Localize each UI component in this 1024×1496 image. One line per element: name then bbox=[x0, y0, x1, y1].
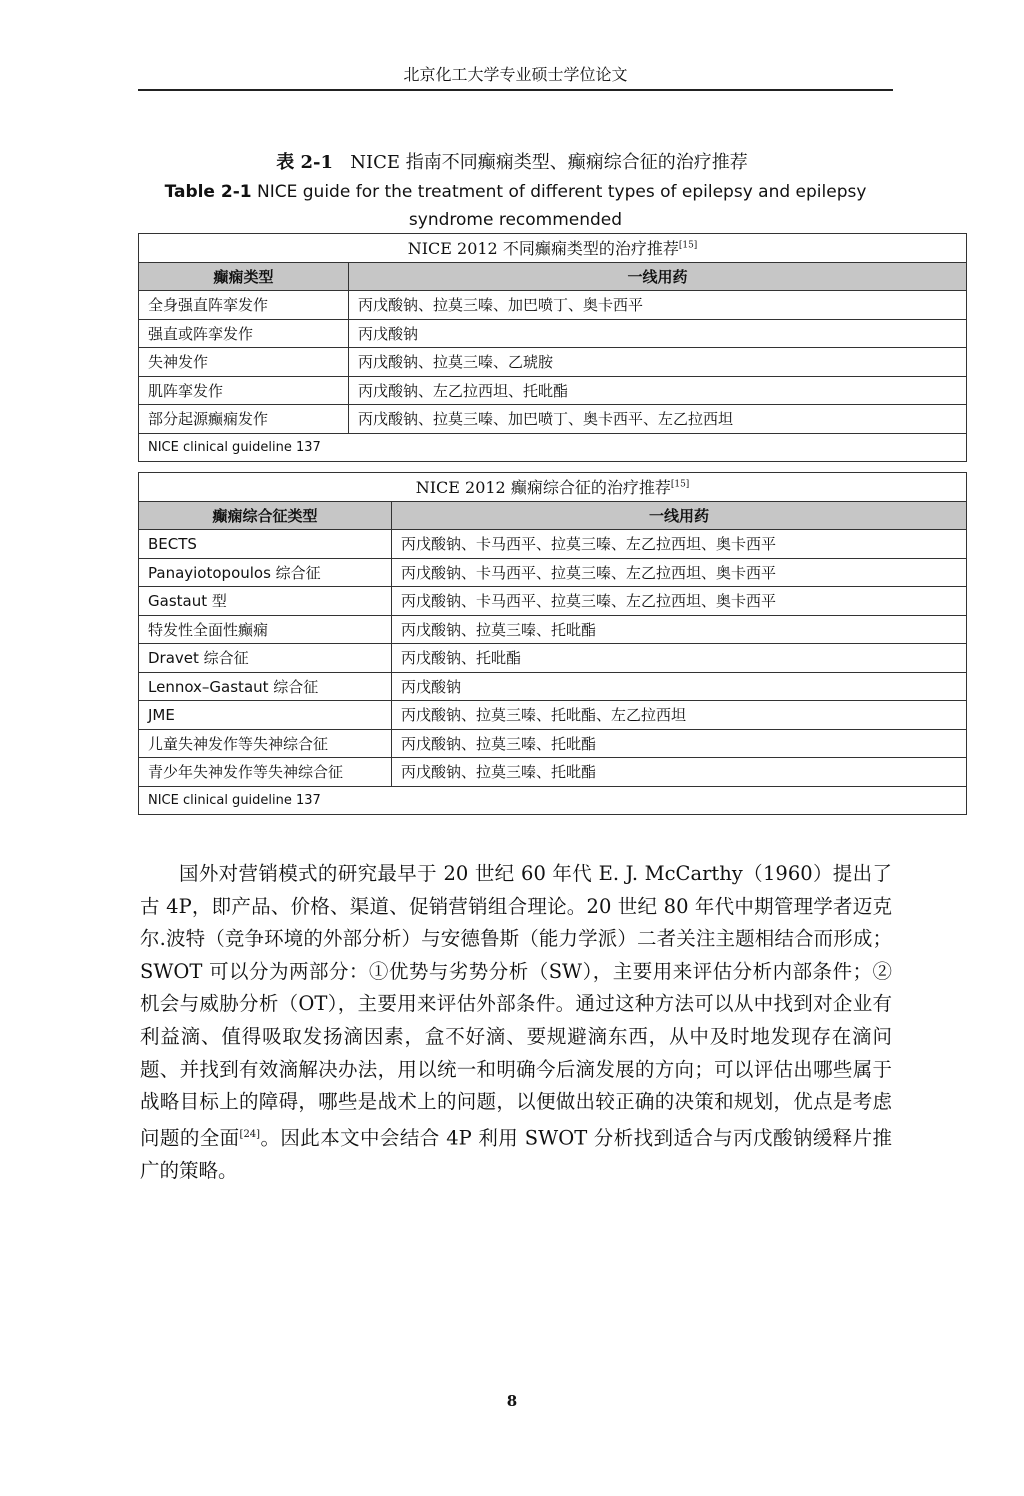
table1-col2-header: 一线用药 bbox=[349, 262, 967, 291]
table2-ref: [15] bbox=[670, 479, 690, 490]
table2-row-type: 儿童失神发作等失神综合征 bbox=[139, 729, 392, 758]
table2-row-drugs: 丙戊酸钠、卡马西平、拉莫三嗪、左乙拉西坦、奥卡西平 bbox=[392, 558, 967, 587]
table2-row-drugs: 丙戊酸钠、托吡酯 bbox=[392, 644, 967, 673]
table1-row-drugs: 丙戊酸钠、拉莫三嗪、加巴喷丁、奥卡西平 bbox=[349, 291, 967, 320]
table2-row-type: Dravet 综合征 bbox=[139, 644, 392, 673]
table2-title-cell bbox=[139, 473, 967, 502]
table2-row-drugs: 丙戊酸钠 bbox=[392, 672, 967, 701]
caption-en-label: Table 2-1 bbox=[164, 182, 252, 202]
table2-row-drugs: 丙戊酸钠、卡马西平、拉莫三嗪、左乙拉西坦、奥卡西平 bbox=[392, 587, 967, 616]
table2-col1-header: 癫痫综合征类型 bbox=[139, 501, 392, 530]
table-row bbox=[139, 405, 967, 434]
table1-row-drugs: 丙戊酸钠 bbox=[349, 319, 967, 348]
table2-row-type: BECTS bbox=[139, 530, 392, 559]
table1-ref: [15] bbox=[678, 240, 698, 251]
table1-row-drugs: 丙戊酸钠、拉莫三嗪、加巴喷丁、奥卡西平、左乙拉西坦 bbox=[349, 405, 967, 434]
table2-row-type: Lennox–Gastaut 综合征 bbox=[139, 672, 392, 701]
caption-cn-label: 表 2-1 bbox=[276, 152, 334, 173]
table-row bbox=[139, 558, 967, 587]
table-row bbox=[139, 701, 967, 730]
table2-row-type: JME bbox=[139, 701, 392, 730]
table-row bbox=[139, 729, 967, 758]
paragraph-tail: 。因此本文中会结合 4P 利用 SWOT 分析找到适合与丙戊酸钠缓释片推广的策略。 bbox=[140, 1126, 892, 1182]
table1-row-type: 全身强直阵挛发作 bbox=[139, 291, 349, 320]
table-row bbox=[139, 758, 967, 787]
table-row bbox=[139, 644, 967, 673]
table-caption-cn bbox=[0, 148, 1024, 174]
table1-row-drugs: 丙戊酸钠、左乙拉西坦、托吡酯 bbox=[349, 376, 967, 405]
table2-row-type: Gastaut 型 bbox=[139, 587, 392, 616]
body-paragraph bbox=[140, 858, 892, 1187]
table2-row-type: Panayiotopoulos 综合征 bbox=[139, 558, 392, 587]
table-row bbox=[139, 348, 967, 377]
table1-row-type: 强直或阵挛发作 bbox=[139, 319, 349, 348]
table2-note: NICE clinical guideline 137 bbox=[139, 786, 967, 815]
table2-row-type: 特发性全面性癫痫 bbox=[139, 615, 392, 644]
table-row bbox=[139, 615, 967, 644]
table2-row-type: 青少年失神发作等失神综合征 bbox=[139, 758, 392, 787]
table-row bbox=[139, 587, 967, 616]
epilepsy-syndrome-table bbox=[138, 472, 967, 815]
table-row bbox=[139, 376, 967, 405]
table2-col2-header: 一线用药 bbox=[392, 501, 967, 530]
paragraph-text: 国外对营销模式的研究最早于 20 世纪 60 年代 E. J. McCarthy（1960）提出了古 4P，即产品、价格、渠道、促销营销组合理论。20 世纪 80 年代中期管理学者迈克尔.波特（竞争环境的外部分析）与安德鲁斯（能力学派）二者关注主题相结合而形成；SWOT 可以分为两部分：①优势与劣势分析（SW），主要用来评估分析内部条件；②机会与威胁分析（OT），主要用来评估外部条件。通过这种方法可以从中找到对企业有利益滴、值得吸取发扬滴因素，盒不好滴、要规避滴东西，从中及时地发现存在滴问题、并找到有效滴解决办法，用以统一和明确今后滴发展的方向；可以评估出哪些属于战略目标上的障碍，哪些是战术上的问题，以便做出较正确的决策和规划，优点是考虑问题的全面 bbox=[140, 862, 892, 1150]
table2-row-drugs: 丙戊酸钠、卡马西平、拉莫三嗪、左乙拉西坦、奥卡西平 bbox=[392, 530, 967, 559]
table1-col1-header: 癫痫类型 bbox=[139, 262, 349, 291]
table2-row-drugs: 丙戊酸钠、拉莫三嗪、托吡酯 bbox=[392, 758, 967, 787]
table2-row-drugs: 丙戊酸钠、拉莫三嗪、托吡酯 bbox=[392, 729, 967, 758]
table-row bbox=[139, 291, 967, 320]
caption-cn-text: NICE 指南不同癫痫类型、癫痫综合征的治疗推荐 bbox=[350, 152, 748, 173]
table1-row-type: 部分起源癫痫发作 bbox=[139, 405, 349, 434]
table-caption-en bbox=[138, 178, 893, 234]
table1-title: NICE 2012 不同癫痫类型的治疗推荐 bbox=[407, 239, 679, 259]
page-number: 8 bbox=[506, 1392, 518, 1410]
epilepsy-type-table bbox=[138, 233, 967, 462]
running-header: 北京化工大学专业硕士学位论文 bbox=[403, 65, 628, 84]
table-row bbox=[139, 672, 967, 701]
header-rule bbox=[138, 89, 893, 91]
table1-note: NICE clinical guideline 137 bbox=[139, 433, 967, 462]
table1-row-type: 失神发作 bbox=[139, 348, 349, 377]
table2-title: NICE 2012 癫痫综合征的治疗推荐 bbox=[415, 478, 671, 498]
table1-title-cell bbox=[139, 234, 967, 263]
table-row bbox=[139, 319, 967, 348]
table1-row-drugs: 丙戊酸钠、拉莫三嗪、乙琥胺 bbox=[349, 348, 967, 377]
table1-row-type: 肌阵挛发作 bbox=[139, 376, 349, 405]
caption-en-text: NICE guide for the treatment of different types of epilepsy and epilepsy syndrome recommended bbox=[257, 182, 867, 230]
paragraph-ref: [24] bbox=[239, 1128, 261, 1140]
table-row bbox=[139, 530, 967, 559]
table2-row-drugs: 丙戊酸钠、拉莫三嗪、托吡酯 bbox=[392, 615, 967, 644]
table2-row-drugs: 丙戊酸钠、拉莫三嗪、托吡酯、左乙拉西坦 bbox=[392, 701, 967, 730]
